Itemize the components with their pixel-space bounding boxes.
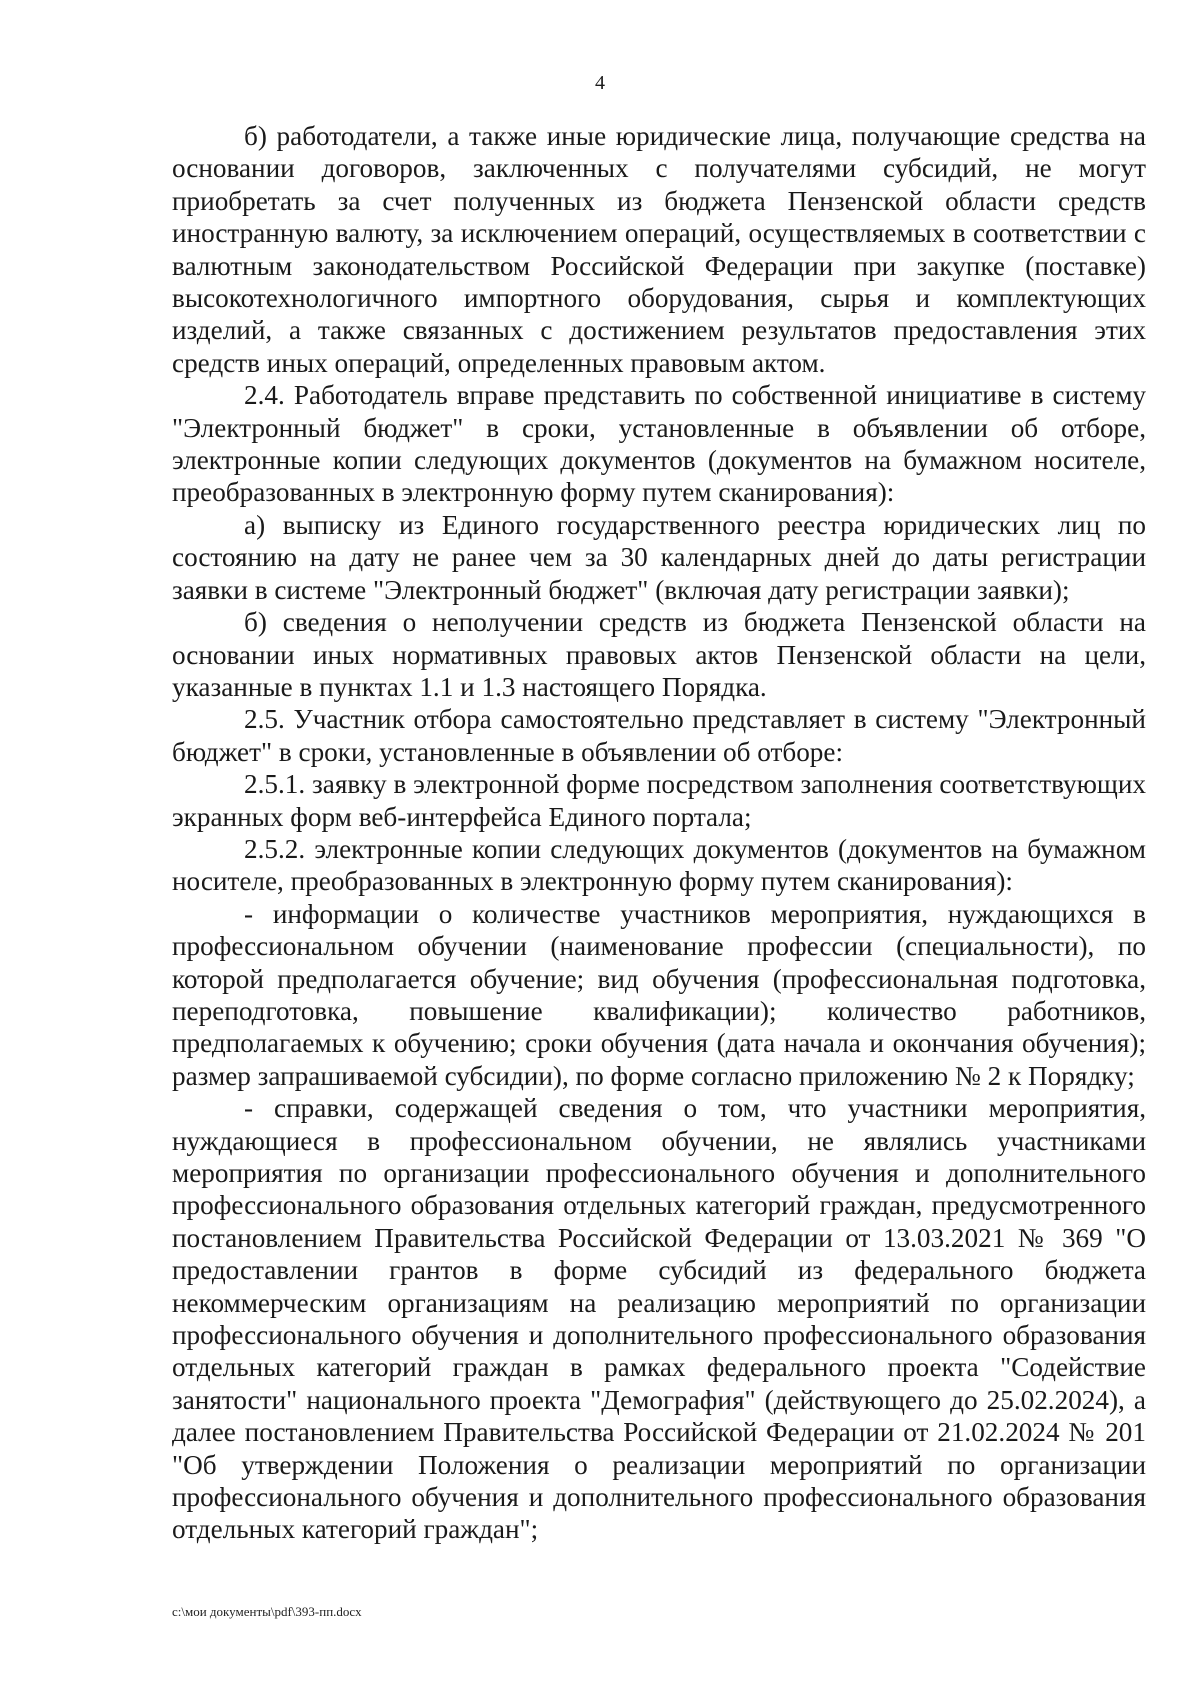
- paragraph-2-3-b: б) работодатели, а также иные юридические лица, получающие средства на основании договоров, заключенных с получателями субсидий, не могут приобретать за счет полученных из бюджета Пензенской области средств иностранную валюту, за исключением операций, осуществляемых в соответствии с валютным законодательством Российской Федерации при закупке (поставке) высокотехнологичного импортного оборудования, сырья и комплектующих изделий, а также связанных с достижением результатов предоставления этих средств иных операций, определенных правовым актом.: [172, 121, 1146, 378]
- file-path-footer: c:\мои документы\pdf\393-пп.docx: [172, 1604, 362, 1619]
- paragraph-2-5-1: 2.5.1. заявку в электронной форме посредством заполнения соответствующих экранных форм веб-интерфейса Единого портала;: [172, 769, 1146, 832]
- paragraph-2-4-b: б) сведения о неполучении средств из бюджета Пензенской области на основании иных нормативных правовых актов Пензенской области на цели, указанные в пунктах 1.1 и 1.3 настоящего Порядка.: [172, 607, 1146, 702]
- document-body: [172, 120, 1146, 1546]
- paragraph-2-5: 2.5. Участник отбора самостоятельно представляет в систему "Электронный бюджет" в сроки, установленные в объявлении об отборе:: [172, 704, 1146, 767]
- bullet-certificate: - справки, содержащей сведения о том, что участники мероприятия, нуждающиеся в профессиональном обучении, не являлись участниками мероприятия по организации профессионального обучения и дополнительного профессионального образования отдельных категорий граждан, предусмотренного постановлением Правительства Российской Федерации от 13.03.2021 № 369 "О предоставлении грантов в форме субсидий из федерального бюджета некоммерческим организациям на реализацию мероприятий по организации профессионального обучения и дополнительного профессионального образования отдельных категорий граждан в рамках федерального проекта "Содействие занятости" национального проекта "Демография" (действующего до 25.02.2024), а далее постановлением Правительства Российской Федерации от 21.02.2024 № 201 "Об утверждении Положения о реализации мероприятий по организации профессионального обучения и дополнительного профессионального образования отдельных категорий граждан";: [172, 1093, 1146, 1545]
- paragraph-2-4: 2.4. Работодатель вправе представить по собственной инициативе в систему "Электронный бюджет" в сроки, установленные в объявлении об отборе, электронные копии следующих документов (документов на бумажном носителе, преобразованных в электронную форму путем сканирования):: [172, 380, 1146, 508]
- paragraph-2-4-a: а) выписку из Единого государственного реестра юридических лиц по состоянию на дату не ранее чем за 30 календарных дней до даты регистрации заявки в системе "Электронный бюджет" (включая дату регистрации заявки);: [172, 509, 1146, 605]
- page-number: 4: [595, 72, 605, 94]
- paragraph-2-5-2: 2.5.2. электронные копии следующих документов (документов на бумажном носителе, преобразованных в электронную форму путем сканирования):: [172, 833, 1146, 897]
- bullet-participants-info: - информации о количестве участников мероприятия, нуждающихся в профессиональном обучении (наименование профессии (специальности), по которой предполагается обучение; вид обучения (профессиональная подготовка, переподготовка, повышение квалификации); количество работников, предполагаемых к обучению; сроки обучения (дата начала и окончания обучения); размер запрашиваемой субсидии), по форме согласно приложению № 2 к Порядку;: [172, 898, 1146, 1091]
